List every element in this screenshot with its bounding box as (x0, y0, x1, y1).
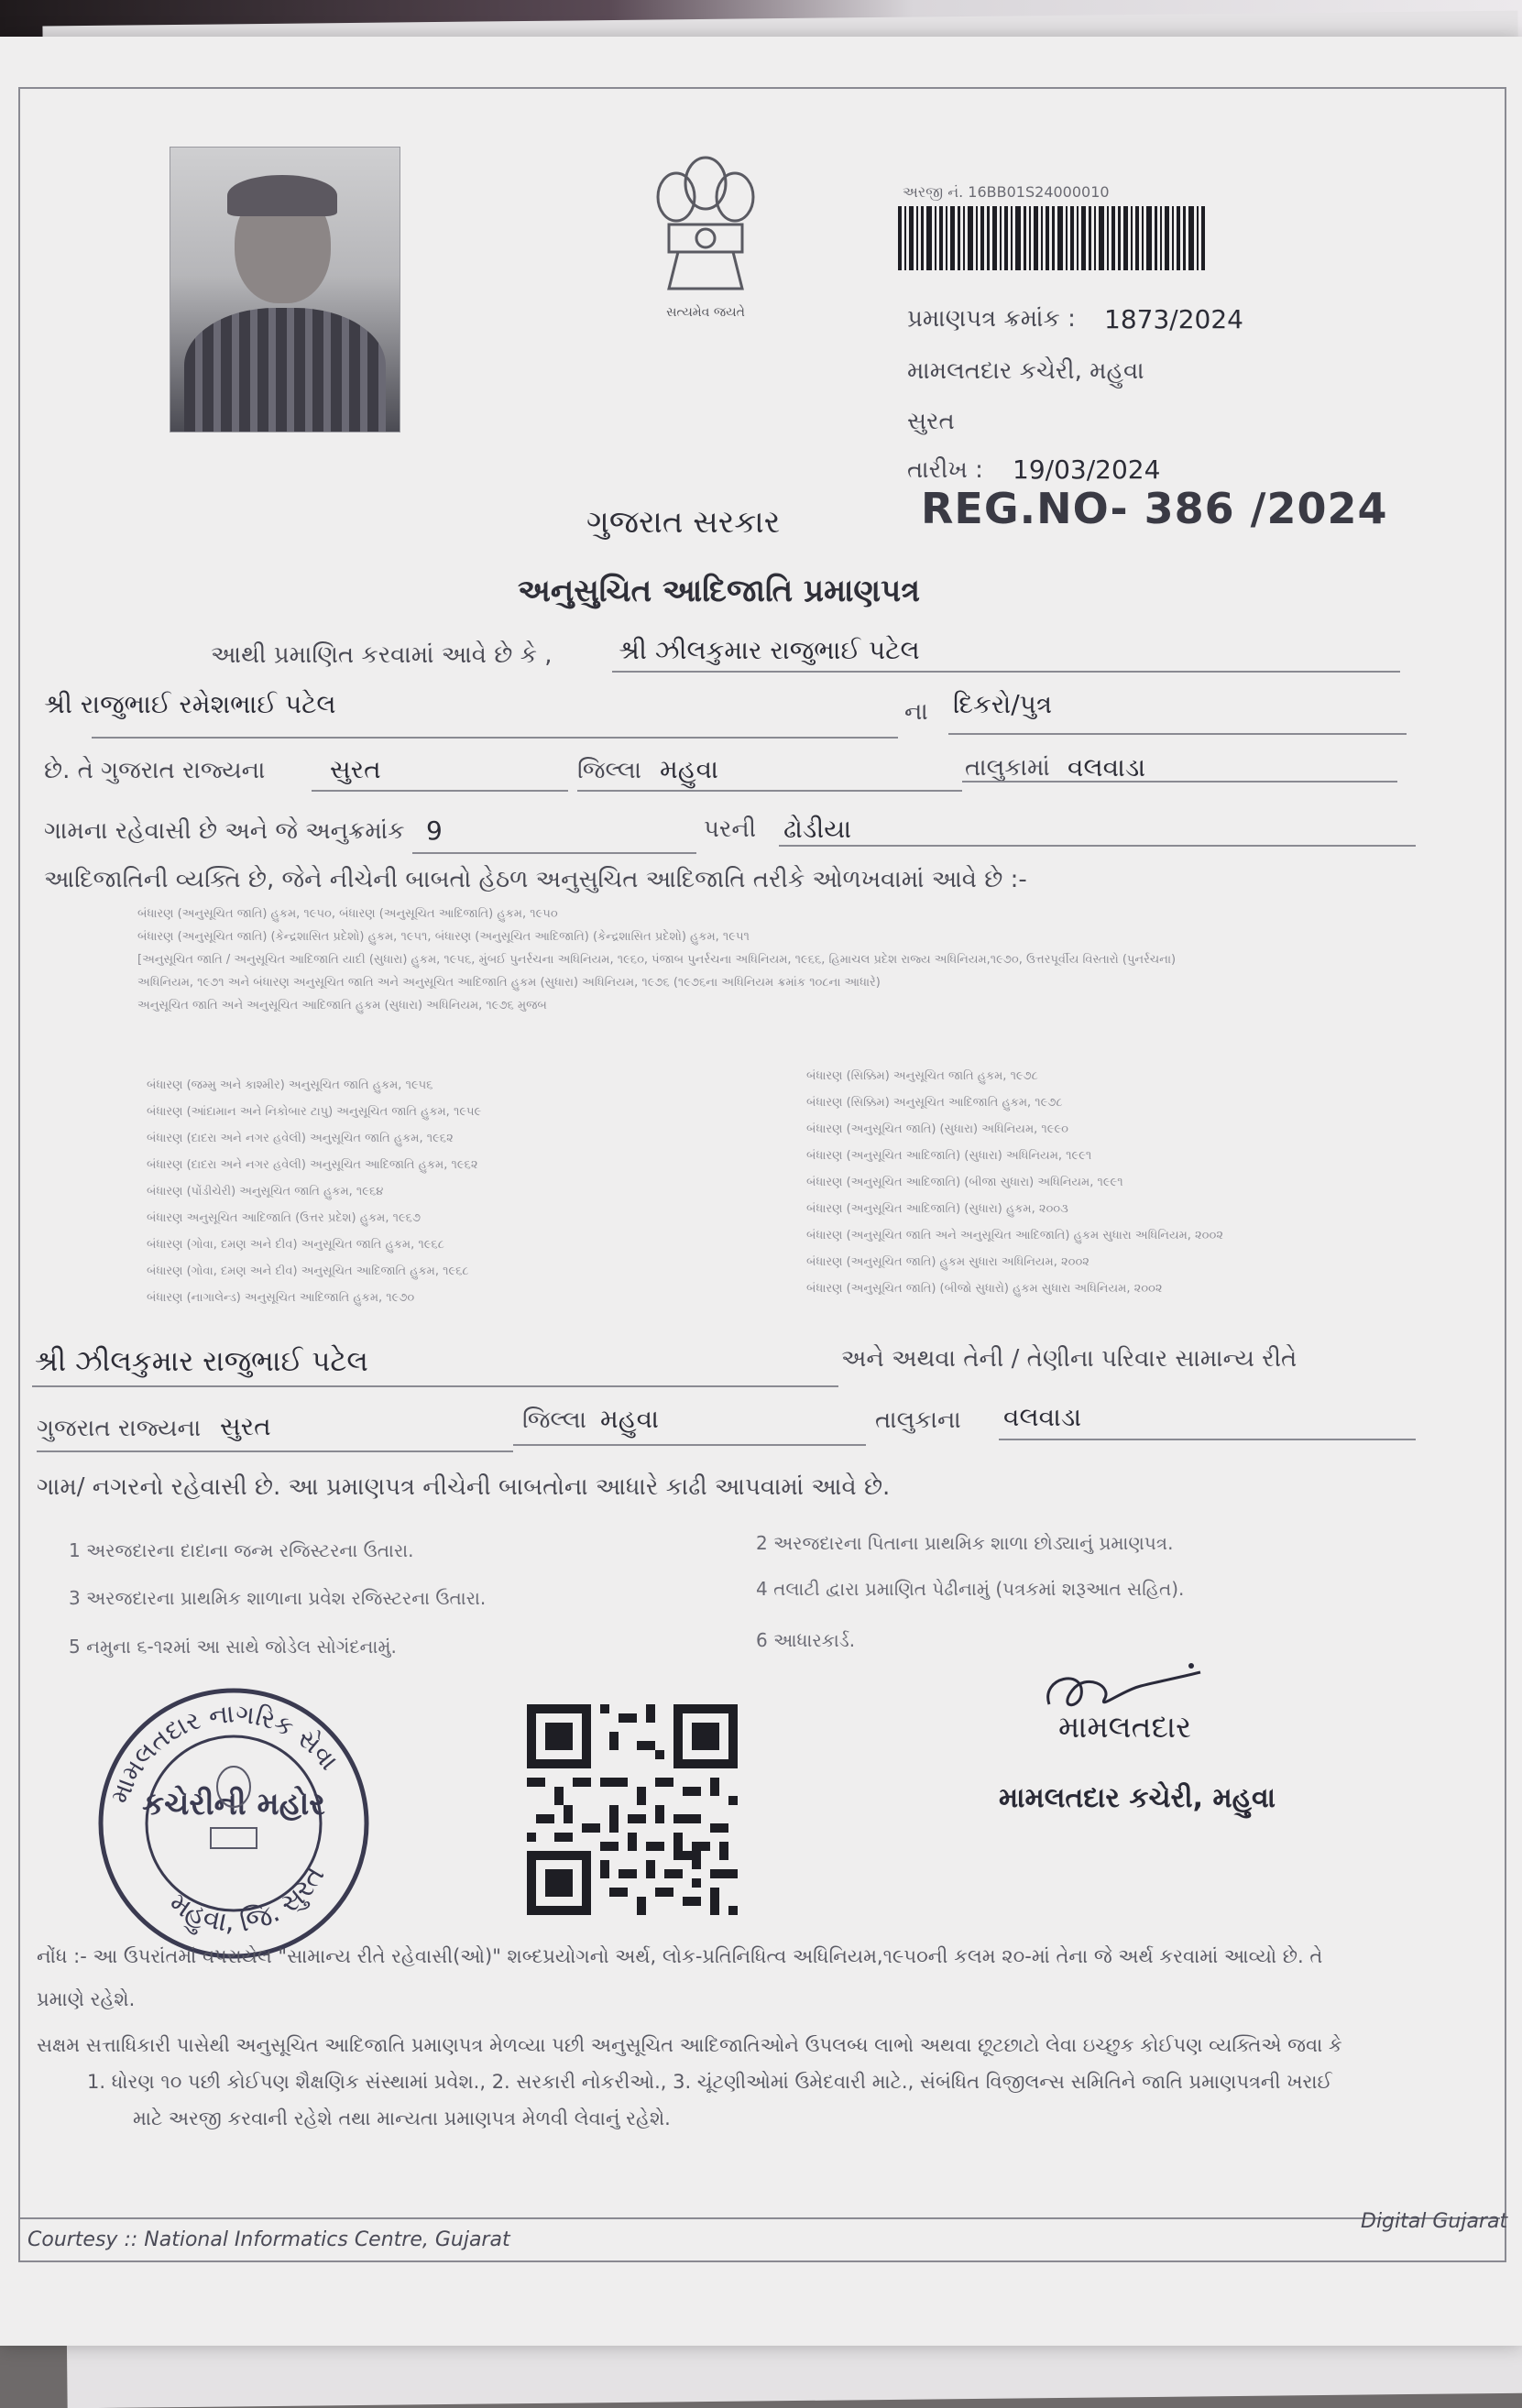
orders-left: બંધારણ (જમ્મુ અને કાશ્મીર) અનુસૂચિત જાતિ હુકમ, ૧૯૫૬ બંધારણ (આંદામાન અને નિકોબાર ટાપુ) અનુસૂચિત જાતિ હુકમ, ૧૯૫૯ બંધારણ (દાદરા અને નગર હવેલી) અનુસૂચિત જાતિ હુકમ, ૧૯૬૨ બંધારણ (દાદરા અને નગર હવેલી) અનુસૂચિત આદિજાતિ હુકમ, ૧૯૬૨ બંધારણ (પોંડીચેરી) અનુસૂચિત જાતિ હુકમ, ૧૯૬૪ બંધારણ અનુસૂચિત આદિજાતિ (ઉત્તર પ્રદેશ) હુકમ, ૧૯૬૭ બંધારણ (ગોવા, દમણ અને દીવ) અનુસૂચિત જાતિ હુકમ, ૧૯૬૮ બંધારણ (ગોવા, દમણ અને દીવ) અનુસૂચિત આદિજાતિ હુકમ, ૧૯૬૮ બંધારણ (નાગાલેન્ડ) અનુસૂચિત આદિજાતિ હુકમ, ૧૯૭૦ (147, 1078, 482, 1305)
applicant-photo (170, 147, 400, 432)
serial-number: 9 (426, 815, 443, 846)
government-name: ગુજરાત સરકાર (586, 504, 781, 541)
relation: દિકરો/પુત્ર (953, 689, 1053, 719)
orders-top: બંધારણ (અનુસૂચિત જાતિ) હુકમ, ૧૯૫૦, બંધારણ (અનુસૂચિત આદિજાતિ) હુકમ, ૧૯૫૦ બંધારણ (અનુસૂચિત જાતિ) (કેન્દ્રશાસિત પ્રદેશો) હુકમ, ૧૯૫૧, બંધારણ (અનુસૂચિત આદિજાતિ) (કેન્દ્રશાસિત પ્રદેશો) હુકમ, ૧૯૫૧ [અનુસૂચિત જાતિ / અનુસૂચિત આદિજાતિ યાદી (સુધારા) હુકમ, ૧૯૫૬, મુંબઈ પુનર્રચના અધિનિયમ, ૧૯૬૦, પંજાબ પુનર્રચના અધિનિયમ, ૧૯૬૬, હિમાચલ પ્રદેશ રાજ્ય અધિનિયમ,૧૯૭૦, ઉત્તરપૂર્વીય વિસ્તારો (પુનર્રચના) અધિનિયમ, ૧૯૭૧ અને બંધારણ અનુસૂચિત જાતિ અને અનુસૂચિત આદિજાતિ હુકમ (સુધારા) અધિનિયમ, ૧૯૭૬ (૧૯૭૬ના અધિનિયમ ક્રમાંક ૧૦૮ના આધારે) અનુસૂચિત જાતિ અને અનુસૂચિત આદિજાતિ હુકમ (સુધારા) અધિનિયમ, ૧૯૭૬ મુજબ (137, 907, 1177, 1012)
issuing-office: મામલતદાર કચેરી, મહુવા (907, 357, 1144, 385)
note-1: નોંધ :- આ ઉપરાંતમાં વપરાયેલ "સામાન્ય રીતે રહેવાસી(ઓ)" શબ્દપ્રયોગનો અર્થ, લોક-પ્રતિનિધિત્વ અધિનિયમ,૧૯૫૦ની કલમ ૨૦-માં તેના જે અર્થ કરવામાં આવ્યો છે. તે (37, 1945, 1323, 1967)
cert-number: 1873/2024 (1104, 304, 1243, 334)
basis-item-4: 4 તલાટી દ્વારા પ્રમાણિત પેઢીનામું (પત્રકમાં શરૂઆત સહિત). (756, 1578, 1185, 1600)
note-4: માટે અરજી કરવાની રહેશે તથા માન્યતા પ્રમાણપત્ર મેળવી લેવાનું રહેશે. (133, 2107, 671, 2129)
note-1b: પ્રમાણે રહેશે. (37, 1988, 136, 2010)
tribe-label: પરની (704, 815, 757, 843)
emblem-caption: સત્યમેવ જયતે (666, 305, 745, 320)
jilla-value: મહુવા (660, 754, 718, 784)
qr-code (527, 1704, 738, 1915)
courtesy-footer: Courtesy :: National Informatics Centre, Gujarat (27, 2228, 510, 2251)
registration-number: REG.NO- 386 /2024 (921, 484, 1388, 533)
office-seal-stamp (87, 1677, 380, 1970)
applicant-name: શ્રી ઝીલકુમાર રાજુભાઈ પટેલ (619, 635, 920, 665)
taluka-label-2: તાલુકાના (875, 1406, 961, 1434)
barcode (898, 206, 1210, 270)
taluka-label: તાલુકામાં (965, 754, 1050, 782)
certificate-page (0, 37, 1522, 2346)
district-value-2: સુરત (220, 1411, 271, 1441)
signature-word: મામલતદાર (1058, 1709, 1192, 1745)
father-name: શ્રી રાજુભાઈ રમેશભાઈ પટેલ (44, 689, 336, 719)
officer-designation: મામલતદાર કચેરી, મહુવા (999, 1782, 1276, 1814)
basis-item-6: 6 આધારકાર્ડ. (756, 1629, 856, 1651)
basis-item-2: 2 અરજદારના પિતાના પ્રાથમિક શાળા છોડ્યાનું પ્રમાણપત્ર. (756, 1532, 1174, 1554)
tribe-name: ઢોડીયા (783, 814, 852, 844)
orders-right: બંધારણ (સિક્કિમ) અનુસૂચિત જાતિ હુકમ, ૧૯૭૮ બંધારણ (સિક્કિમ) અનુસૂચિત આદિજાતિ હુકમ, ૧૯૭૮ બંધારણ (અનુસૂચિત જાતિ) (સુધારા) અધિનિયમ, ૧૯૯૦ બંધારણ (અનુસૂચિત આદિજાતિ) (સુધારા) અધિનિયમ, ૧૯૯૧ બંધારણ (અનુસૂચિત આદિજાતિ) (બીજા સુધારા) અધિનિયમ, ૧૯૯૧ બંધારણ (અનુસૂચિત આદિજાતિ) (સુધારા) હુકમ, ૨૦૦૩ બંધારણ (અનુસૂચિત જાતિ અને અનુસૂચિત આદિજાતિ) હુકમ સુધારા અધિનિયમ, ૨૦૦૨ બંધારણ (અનુસૂચિત જાતિ) હુકમ સુધારા અધિનિયમ, ૨૦૦૨ બંધારણ (અનુસૂચિત જાતિ) (બીજો સુધારો) હુકમ સુધારા અધિનિયમ, ૨૦૦૨ (806, 1069, 1223, 1296)
note-3: 1. ધોરણ ૧૦ પછી કોઈપણ શૈક્ષણિક સંસ્થામાં પ્રવેશ., 2. સરકારી નોકરીઓ., 3. ચૂંટણીઓમાં ઉમેદવારી માટે., સંબંધિત વિજીલન્સ સમિતિને જાતિ પ્રમાણપત્રની ખરાઈ (87, 2071, 1332, 2093)
state-text: છે. તે ગુજરાત રાજ્યના (44, 757, 266, 784)
taluka-value: વલવાડા (1068, 752, 1146, 783)
applicant-name-2: શ્રી ઝીલકુમાર રાજુભાઈ પટેલ (35, 1345, 368, 1378)
resident-text: ગામ/ નગરનો રહેવાસી છે. આ પ્રમાણપત્ર નીચેની બાબતોના આધારે કાઢી આપવામાં આવે છે. (37, 1473, 891, 1501)
taluka-value-2: વલવાડા (1003, 1402, 1082, 1432)
certify-text: આથી પ્રમાણિત કરવામાં આવે છે કે , (211, 641, 553, 669)
jilla-value-2: મહુવા (600, 1404, 659, 1434)
national-emblem-icon (641, 142, 770, 325)
basis-item-5: 5 નમુના ૬-૧૨માં આ સાથે જોડેલ સોગંદનામું. (69, 1636, 397, 1658)
village-text: ગામના રહેવાસી છે અને જે અનુક્રમાંક (44, 817, 405, 845)
digital-gujarat-brand: Digital Gujarat (1361, 2210, 1508, 2233)
svg-text:મામલતદાર નાગરિક સેવા: મામલતદાર નાગરિક સેવા (104, 1698, 345, 1808)
basis-item-1: 1 અરજદારના દાદાના જન્મ રજિસ્ટરના ઉતારા. (69, 1539, 414, 1561)
family-text: અને અથવા તેની / તેણીના પરિવાર સામાન્ય રીતે (841, 1345, 1298, 1373)
jilla-label: જિલ્લા (577, 757, 642, 784)
svg-text:મહુવા, જિ. સુરત: મહુવા, જિ. સુરત (163, 1861, 332, 1939)
na-label: ના (904, 698, 928, 726)
state-text-2: ગુજરાત રાજ્યના (37, 1415, 202, 1442)
tribe-recognition-text: આદિજાતિની વ્યક્તિ છે, જેને નીચેની બાબતો હેઠળ અનુસુચિત આદિજાતિ તરીકે ઓળખવામાં આવે છે :- (44, 866, 1027, 893)
svg-text:કચેરીની મહોર: કચેરીની મહોર (142, 1786, 325, 1822)
district-value: સુરત (330, 754, 381, 784)
basis-item-3: 3 અરજદારના પ્રાથમિક શાળાના પ્રવેશ રજિસ્ટરના ઉતારા. (69, 1587, 487, 1609)
note-2: સક્ષમ સત્તાધિકારી પાસેથી અનુસૂચિત આદિજાતિ પ્રમાણપત્ર મેળવ્યા પછી અનુસૂચિત આદિજાતિઓને ઉપલબ્ધ લાભો અથવા છૂટછાટો લેવા ઇચ્છુક કોઈપણ વ્યક્તિએ જવા કે (37, 2034, 1342, 2056)
cert-number-label: પ્રમાણપત્ર ક્રમાંક : (907, 305, 1076, 333)
jilla-label-2: જિલ્લા (522, 1406, 587, 1434)
issue-date: 19/03/2024 (1013, 454, 1161, 485)
date-label: તારીખ : (907, 456, 983, 484)
office-district: સુરત (907, 408, 955, 435)
application-number: અરજી નં. 16BB01S24000010 (903, 183, 1110, 201)
certificate-title: અનુસુચિત આદિજાતિ પ્રમાણપત્ર (518, 573, 921, 609)
